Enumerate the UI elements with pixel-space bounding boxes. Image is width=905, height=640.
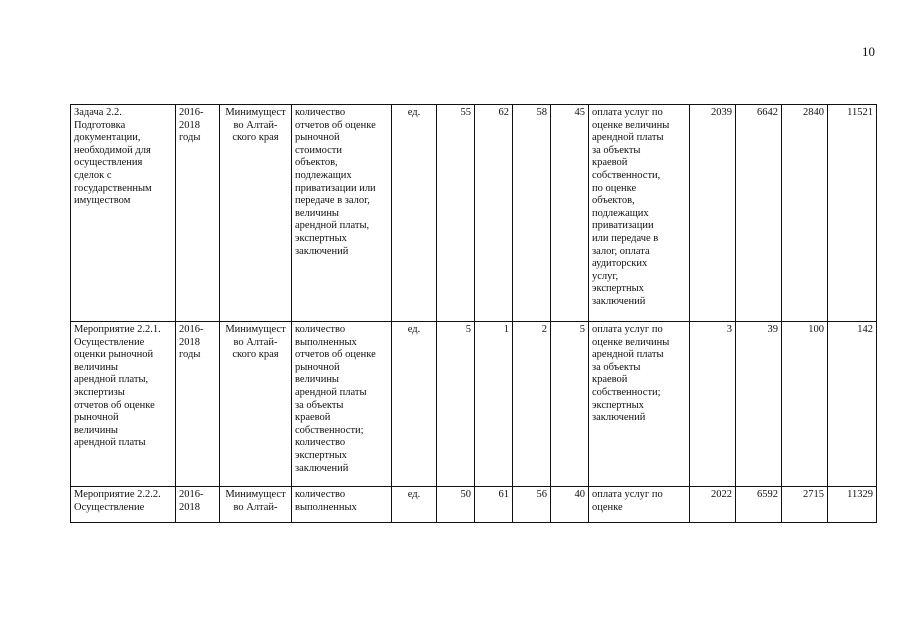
finance-cell: 2840 [782, 105, 828, 322]
finance-cell: 39 [736, 322, 782, 487]
indicator-cell: количество выполненных [292, 487, 392, 523]
value-cell: 5 [551, 322, 589, 487]
value-cell: 50 [437, 487, 475, 523]
name-cell: Мероприятие 2.2.2. Осуществление [71, 487, 176, 523]
finance-cell: 2039 [690, 105, 736, 322]
value-cell: 5 [437, 322, 475, 487]
period-cell: 2016- 2018 годы [176, 322, 220, 487]
unit-cell: ед. [392, 105, 437, 322]
finance-cell: 11329 [828, 487, 877, 523]
value-cell: 61 [475, 487, 513, 523]
executor-cell: Минимущест во Алтай- [220, 487, 292, 523]
value-cell: 40 [551, 487, 589, 523]
value-cell: 55 [437, 105, 475, 322]
finance-cell: 2715 [782, 487, 828, 523]
finance-cell: 3 [690, 322, 736, 487]
value-cell: 56 [513, 487, 551, 523]
finance-cell: 142 [828, 322, 877, 487]
value-cell: 62 [475, 105, 513, 322]
finance-cell: 100 [782, 322, 828, 487]
indicator-cell: количество выполненных отчетов об оценке рыночной величины арендной платы за объекты краевой собственности; количество экспертных заключений [292, 322, 392, 487]
expense-cell: оплата услуг по оценке [589, 487, 690, 523]
table-row [71, 105, 877, 322]
executor-cell: Минимущест во Алтай- ского края [220, 322, 292, 487]
executor-cell: Минимущест во Алтай- ского края [220, 105, 292, 322]
value-cell: 45 [551, 105, 589, 322]
expense-cell: оплата услуг по оценке величины арендной платы за объекты краевой собственности; экспертных заключений [589, 322, 690, 487]
unit-cell: ед. [392, 487, 437, 523]
unit-cell: ед. [392, 322, 437, 487]
value-cell: 1 [475, 322, 513, 487]
expense-cell: оплата услуг по оценке величины арендной платы за объекты краевой собственности, по оценке объектов, подлежащих приватизации или передаче в залог, оплата аудиторских услуг, экспертных заключений [589, 105, 690, 322]
finance-cell: 6592 [736, 487, 782, 523]
finance-cell: 6642 [736, 105, 782, 322]
page-number: 10 [862, 44, 875, 59]
finance-cell: 2022 [690, 487, 736, 523]
value-cell: 2 [513, 322, 551, 487]
finance-cell: 11521 [828, 105, 877, 322]
table-row [71, 487, 877, 523]
name-cell: Мероприятие 2.2.1. Осуществление оценки рыночной величины арендной платы, экспертизы отчетов об оценке рыночной величины арендной платы [71, 322, 176, 487]
period-cell: 2016- 2018 [176, 487, 220, 523]
period-cell: 2016- 2018 годы [176, 105, 220, 322]
name-cell: Задача 2.2. Подготовка документации, необходимой для осуществления сделок с государственным имуществом [71, 105, 176, 322]
table-row [71, 322, 877, 487]
value-cell: 58 [513, 105, 551, 322]
program-table [70, 104, 877, 523]
indicator-cell: количество отчетов об оценке рыночной стоимости объектов, подлежащих приватизации или передаче в залог, величины арендной платы, экспертных заключений [292, 105, 392, 322]
